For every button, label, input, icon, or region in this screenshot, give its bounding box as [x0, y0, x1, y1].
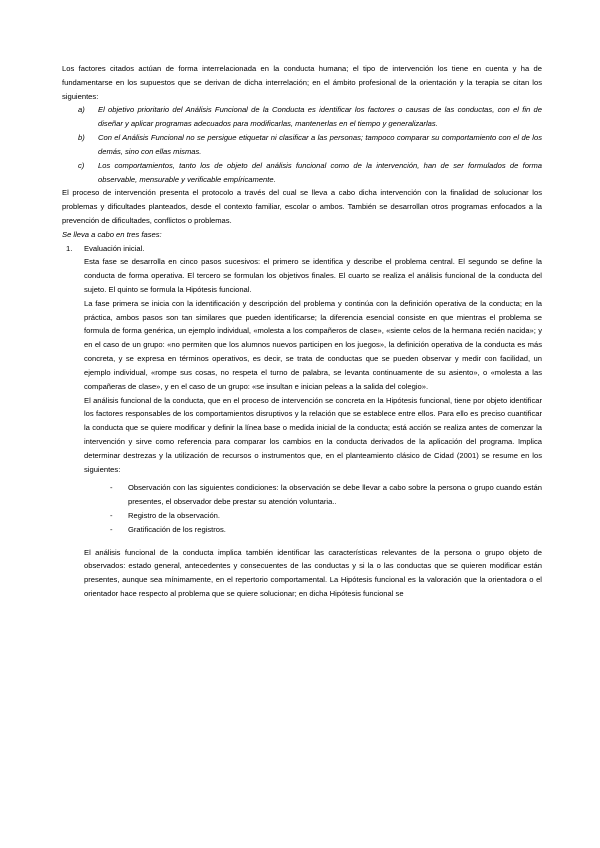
- phase-paragraph: El análisis funcional de la conducta, que en el proceso de intervención se concreta en la Hipótesis funcional, tiene por objeto identificar los factores responsables de los comportamientos disruptivos y la relación que se establece entre ellos. Para ello es preciso cuantificar la conducta que se quiere modificar y definir la línea base o medida inicial de la conducta; está acción se realiza antes de comenzar la intervención y sirve como referencia para comparar los cambios en la conducta derivados de la aplicación del programa. Implica determinar destrezas y la utilización de recursos o instrumentos que, en el planteamiento clásico de Cidad (2001) se resume en los siguientes:: [84, 395, 542, 474]
- phase-item: [62, 242, 542, 256]
- closing-paragraph: El análisis funcional de la conducta implica también identificar las características relevantes de la persona o grupo objeto de observados: estado general, antecedentes y consecuentes de las conductas y si la o las conductas que se quieren modificar están presentes, aunque sea mínimamente, en el repertorio comportamental. La Hipótesis funcional es la valoración que la orientadora o el orientador hace respecto al problema que se quiere solucionar; en dicha Hipótesis funcional se: [84, 547, 542, 599]
- phase-marker: 1.: [66, 243, 73, 253]
- list-item: [84, 523, 542, 537]
- list-marker: c): [78, 160, 85, 170]
- list-item-text: Los comportamientos, tanto los de objeto del análisis funcional como de la intervención, han de ser formulados de forma observable, mensurable y verificable empíricamente.: [98, 160, 542, 184]
- list-item-text: Con el Análisis Funcional no se persigue etiquetar ni clasificar a las personas; tampoco comparar su comportamiento con el de los demás, sino con ellas mismas.: [98, 133, 542, 156]
- list-item-text: Registro de la observación.: [128, 511, 221, 520]
- phases-lead: Se lleva a cabo en tres fases:: [62, 229, 162, 239]
- list-marker: a): [78, 105, 85, 115]
- dash-marker: -: [110, 511, 113, 520]
- dash-marker: -: [110, 483, 113, 493]
- dash-list: [84, 481, 542, 536]
- document-body: [62, 62, 542, 601]
- phase-body: [62, 255, 542, 601]
- list-item: [62, 131, 542, 159]
- list-item: [84, 509, 542, 523]
- list-item: [62, 103, 542, 131]
- list-item-text: El objetivo prioritario del Análisis Funcional de la Conducta es identificar los factores o causas de las conductas, con el fin de diseñar y aplicar programas adecuados para modificarlas, mantenerlas en el tiempo y generalizarlas.: [98, 105, 542, 129]
- list-marker: b): [78, 133, 85, 143]
- spacer: [84, 537, 542, 546]
- intro-paragraph: Los factores citados actúan de forma interrelacionada en la conducta humana; el tipo de intervención los tiene en cuenta y ha de fundamentarse en los supuestos que se derivan de dicha interrelación; en el ámbito profesional de la orientación y la terapia se citan los siguientes:: [62, 64, 542, 101]
- phase-paragraph: Esta fase se desarrolla en cinco pasos sucesivos: el primero se identifica y describe el problema central. El segundo se define la conducta de forma operativa. El tercero se formulan los objetivos finales. El cuarto se realiza el análisis funcional de la conducta del sujeto. El quinto se formula la Hipótesis funcional.: [84, 257, 542, 294]
- process-paragraph: El proceso de intervención presenta el protocolo a través del cual se lleva a cabo dicha intervención con la finalidad de solucionar los problemas y dificultades planteados, desde el contexto familiar, escolar o ambos. También se desarrollan otros programas enfocados a la prevención de dificultades, conflictos o problemas.: [62, 188, 542, 225]
- dash-marker: -: [110, 524, 113, 534]
- phase-paragraph: La fase primera se inicia con la identificación y descripción del problema y continúa con la definición operativa de la conducta; en la práctica, ambos pasos son tan similares que pueden identificarse; la diferencia esencial consiste en que mientras el problema se formula de forma genérica, un ejemplo individual, «molesta a los compañeros de clase», «siente celos de la hermana recién nacida»; y en el caso de un grupo: «no permiten que los alumnos nuevos participen en los juegos», la definición operativa de la conducta es más concreta, y se expresa en términos operativos, es decir, se trata de conductas que se pueden observar y medir con facilidad, un ejemplo individual, «rompe sus cosas, no respeta el turno de palabra, se levanta continuamente de su asiento», o «molesta a las compañeras de clase», y en el caso de un grupo: «se insultan e inician peleas a la salida del colegio».: [84, 298, 542, 391]
- phase-list: [62, 242, 542, 256]
- list-item-text: Gratificación de los registros.: [128, 524, 226, 534]
- list-item: [84, 481, 542, 509]
- alpha-list: [62, 103, 542, 186]
- list-item-text: Observación con las siguientes condiciones: la observación se debe llevar a cabo sobre la persona o grupo cuando están presentes, el observador debe prestar su atención voluntaria..: [128, 483, 542, 507]
- phase-title: Evaluación inicial.: [84, 243, 145, 253]
- list-item: [62, 159, 542, 187]
